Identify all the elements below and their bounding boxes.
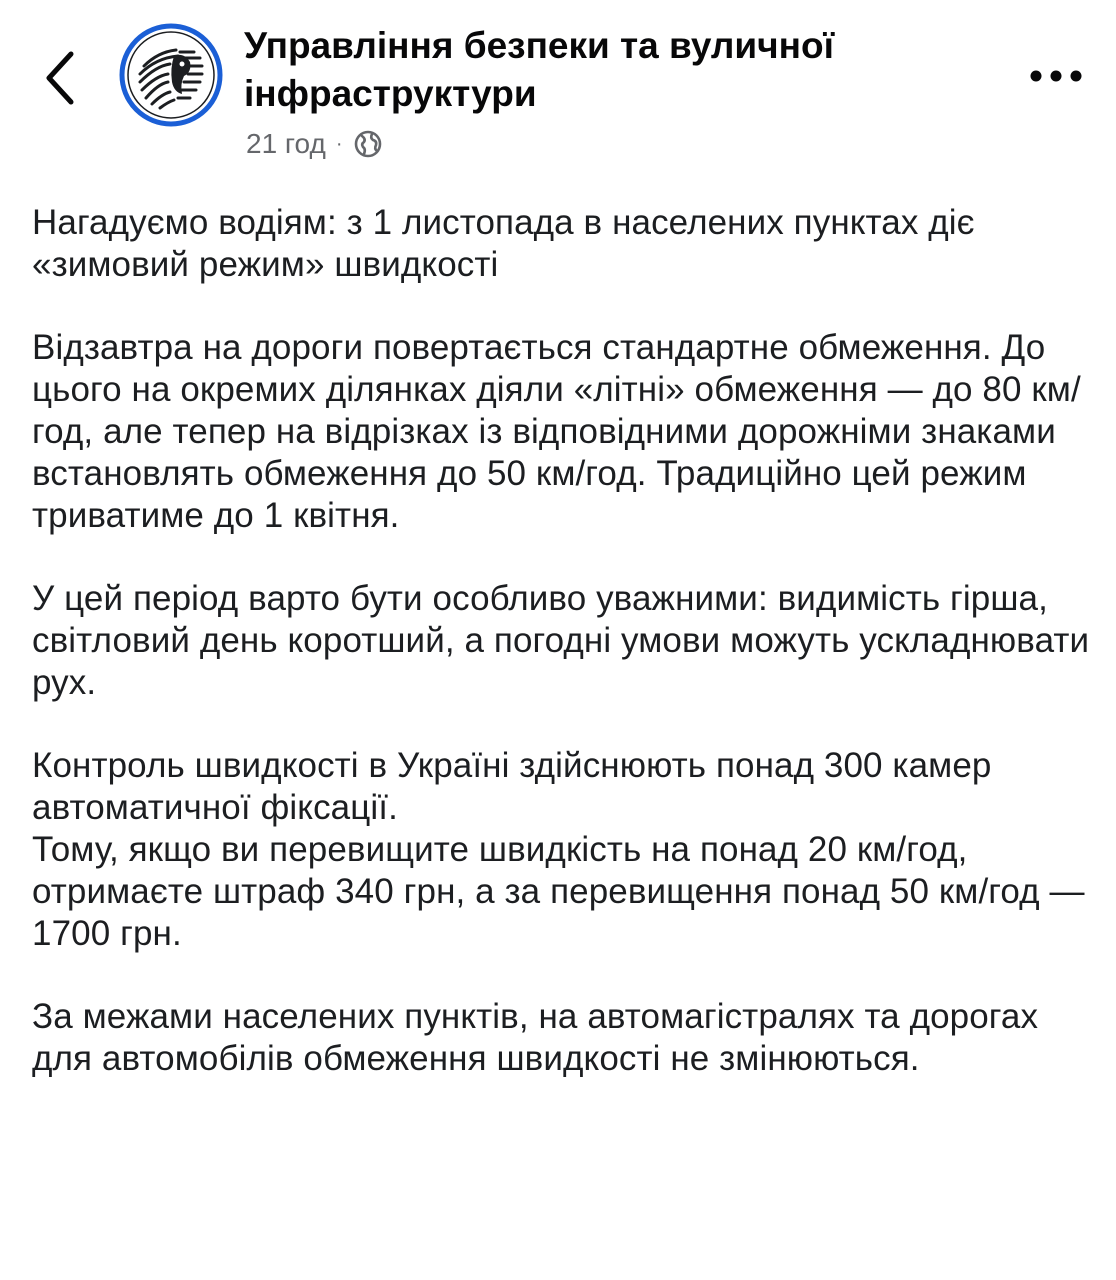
post-paragraph: Відзавтра на дороги повертається стандартне обмеження. До цього на окремих ділянках діяли «літні» обмеження — до 80 км/год, але тепер на відрізках із відповідними дорожніми знаками встановлять обмеження до 50 км/год. Традиційно цей режим триватиме до 1 квітня. [32,328,1081,535]
post-paragraph: Нагадуємо водіям: з 1 листопада в населених пунктах діє «зимовий режим» швидкості [32,203,975,284]
globe-icon [353,129,383,159]
more-options-button[interactable] [1026,56,1086,96]
post-paragraph: За межами населених пунктів, на автомагістралях та дорогах для автомобілів обмеження швидкості не змінюються. [32,997,1039,1078]
page-name[interactable]: Управління безпеки та вуличної інфраструктури [244,25,835,114]
page-logo-icon [118,22,224,128]
more-horizontal-icon [1029,69,1083,83]
chevron-left-icon [43,50,77,106]
post-meta [246,124,383,164]
post-text [32,202,1092,1121]
avatar[interactable] [118,22,224,128]
meta-separator: · [335,132,343,155]
post-paragraph: У цей період варто бути особливо уважними: видимість гірша, світловий день коротший, а погодні умови можуть ускладнювати рух. [32,579,1090,702]
post-time[interactable]: 21 год [246,128,326,159]
post-paragraph: Контроль швидкості в Україні здійснюють понад 300 камер автоматичної фіксації. Тому, якщо ви перевищите швидкість на понад 20 км/год, отримаєте штраф 340 грн, а за перевищення понад 50 км/год — 1700 грн. [32,746,1085,953]
back-button[interactable] [30,42,90,114]
